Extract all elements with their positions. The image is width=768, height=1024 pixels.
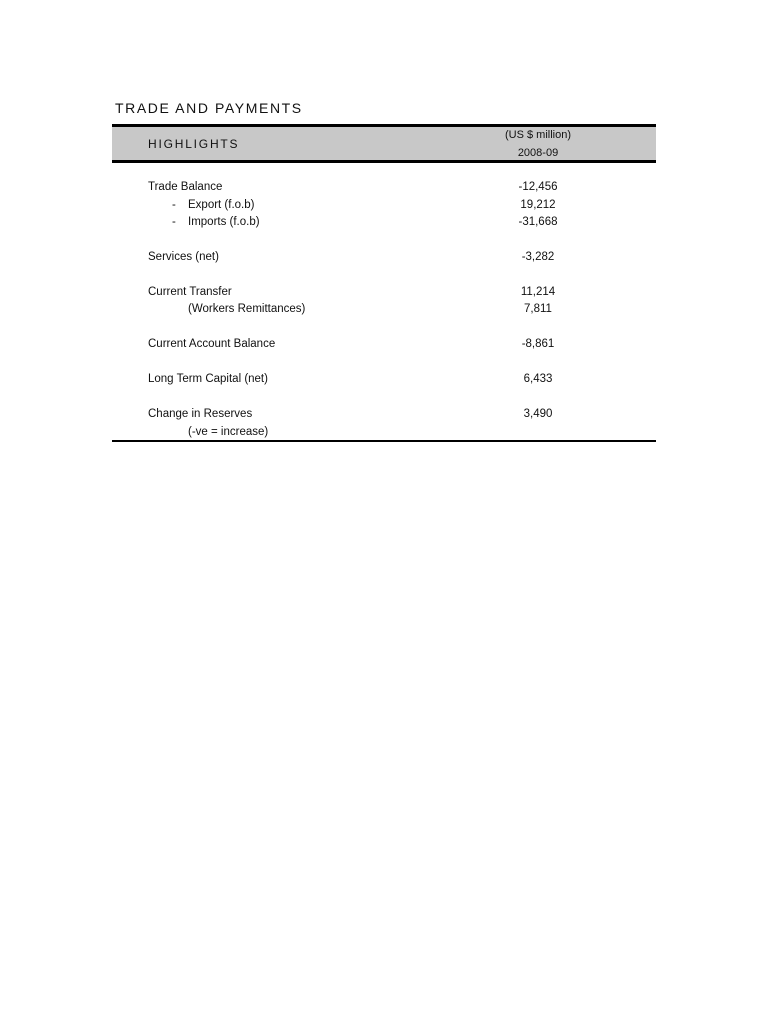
row-value: -31,668 — [518, 216, 558, 228]
page-title: TRADE AND PAYMENTS — [115, 100, 303, 116]
table-row-imports — [112, 215, 656, 230]
table-row-long-term-capital — [112, 372, 656, 387]
row-dash: - — [172, 216, 176, 228]
row-label: Imports (f.o.b) — [188, 216, 260, 228]
highlights-table — [112, 124, 656, 442]
row-label: Current Transfer — [148, 286, 232, 298]
row-dash: - — [172, 199, 176, 211]
table-row-current-account-balance — [112, 337, 656, 352]
table-row-note — [112, 425, 656, 440]
row-value: 6,433 — [523, 373, 553, 385]
table-row-export — [112, 198, 656, 213]
row-value: -12,456 — [518, 181, 558, 193]
table-row-current-transfer — [112, 285, 656, 300]
row-value: 11,214 — [520, 286, 556, 298]
row-label: Long Term Capital (net) — [148, 373, 268, 385]
row-value: 3,490 — [523, 408, 553, 420]
row-note: (-ve = increase) — [188, 426, 269, 438]
row-label: Export (f.o.b) — [188, 199, 255, 211]
header-label: HIGHLIGHTS — [148, 137, 240, 151]
period-label: 2008-09 — [517, 147, 559, 159]
row-label: Change in Reserves — [148, 408, 253, 420]
row-label: (Workers Remittances) — [188, 303, 306, 315]
table-row-change-in-reserves — [112, 407, 656, 422]
table-row-trade-balance — [112, 180, 656, 195]
table-header — [112, 124, 656, 163]
row-label: Current Account Balance — [148, 338, 276, 350]
row-label: Services (net) — [148, 251, 219, 263]
row-value: -3,282 — [521, 251, 555, 263]
table-row-services — [112, 250, 656, 265]
table-body — [112, 163, 656, 442]
row-value: 19,212 — [520, 199, 556, 211]
row-label: Trade Balance — [148, 181, 223, 193]
row-value: -8,861 — [521, 338, 555, 350]
table-row-workers-remittances — [112, 302, 656, 317]
row-value: 7,811 — [524, 303, 552, 315]
unit-label: (US $ million) — [504, 129, 571, 141]
